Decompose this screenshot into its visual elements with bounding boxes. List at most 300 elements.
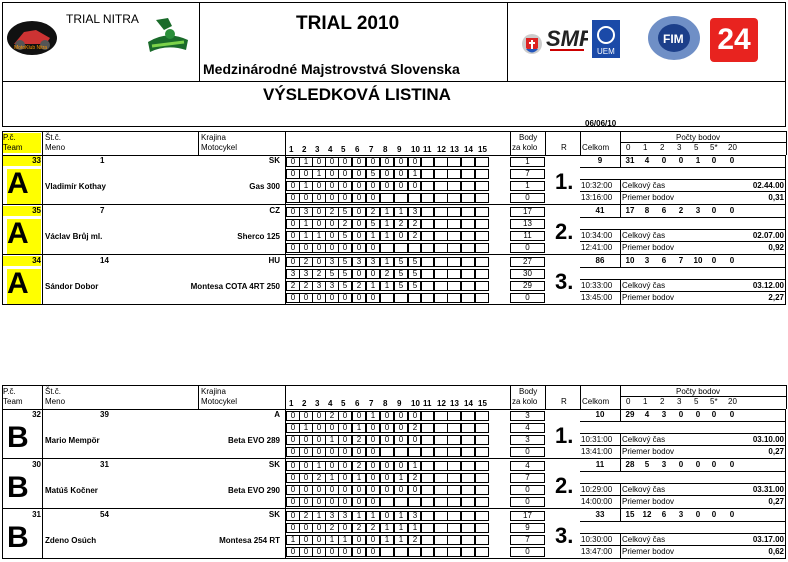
section-score: 0 (312, 547, 326, 557)
pocty-col-1: 1 (643, 397, 648, 406)
section-score (461, 257, 475, 267)
section-score: 0 (312, 485, 326, 495)
section-header-15: 15 (478, 399, 487, 408)
section-score: 1 (312, 169, 326, 179)
section-score (380, 193, 394, 203)
point-count: 10 (625, 256, 635, 265)
time-divider (620, 483, 621, 509)
section-score: 0 (299, 193, 313, 203)
section-score: 1 (366, 411, 380, 421)
section-score (461, 193, 475, 203)
round-points: 27 (510, 257, 545, 267)
section-score (380, 497, 394, 507)
time-divider (620, 533, 621, 559)
section-score (394, 293, 408, 303)
section-score: 0 (325, 447, 339, 457)
section-score (447, 411, 461, 421)
motoklub-logo-text: MotoKlub Nitra (14, 45, 48, 51)
header-vline (2, 131, 3, 155)
section-score (461, 157, 475, 167)
section-score: 0 (352, 293, 366, 303)
section-score: 0 (380, 473, 394, 483)
col-za-kolo: za kolo (512, 397, 538, 406)
round-points: 1 (510, 181, 545, 191)
rider-total-time: 03.31.00 (752, 485, 784, 494)
section-score (434, 435, 448, 445)
section-score: 0 (352, 193, 366, 203)
round-points: 0 (510, 293, 545, 303)
point-count: 0 (729, 510, 735, 519)
section-score (420, 447, 434, 457)
rider-total-time: 02.44.00 (752, 181, 784, 190)
section-score: 0 (352, 243, 366, 253)
header-vline (285, 385, 286, 409)
rider-name: Matúš Kočner (45, 486, 98, 495)
rider-start-number: 7 (100, 206, 105, 215)
round-points: 3 (510, 435, 545, 445)
section-score: 0 (366, 193, 380, 203)
section-score: 1 (338, 535, 352, 545)
section-score: 1 (366, 231, 380, 241)
section-score (394, 547, 408, 557)
section-score (394, 447, 408, 457)
header-vline (580, 131, 581, 155)
point-count: 12 (642, 510, 652, 519)
section-score (475, 547, 489, 557)
section-score: 2 (325, 411, 339, 421)
section-score: 5 (366, 169, 380, 179)
section-score (434, 281, 448, 291)
section-score (475, 207, 489, 217)
section-header-5: 5 (341, 399, 346, 408)
count-line (580, 471, 786, 472)
section-header-10: 10 (411, 145, 420, 154)
point-count: 6 (661, 510, 667, 519)
section-score (461, 411, 475, 421)
svg-text:SMF: SMF (546, 26, 588, 51)
section-score (420, 169, 434, 179)
section-score: 5 (394, 257, 408, 267)
rider-place: 1. (555, 423, 574, 448)
rider-total-time: 03.12.00 (752, 281, 784, 290)
point-count: 7 (678, 256, 684, 265)
section-score (434, 511, 448, 521)
section-score: 2 (325, 207, 339, 217)
celkovy-cas-label: Celkový čas (622, 181, 666, 190)
section-score (475, 535, 489, 545)
section-score: 0 (338, 497, 352, 507)
section-score: 3 (286, 269, 300, 279)
section-score (434, 411, 448, 421)
header-vline (786, 385, 787, 409)
section-score (447, 435, 461, 445)
section-score: 5 (366, 219, 380, 229)
time-line (580, 241, 786, 242)
team-letter: B (7, 471, 29, 504)
round-points: 17 (510, 511, 545, 521)
section-score (447, 447, 461, 457)
rider-place: 1. (555, 169, 574, 194)
rider-total: 9 (597, 156, 603, 165)
section-score (447, 535, 461, 545)
section-score: 0 (394, 485, 408, 495)
section-score (447, 547, 461, 557)
pocty-col-5: 5* (710, 143, 718, 152)
section-score (461, 269, 475, 279)
section-score (447, 497, 461, 507)
section-header-6: 6 (355, 145, 360, 154)
section-score (475, 281, 489, 291)
rider-total: 41 (595, 206, 605, 215)
section-score: 1 (312, 461, 326, 471)
header-vline (42, 131, 43, 155)
section-score: 0 (394, 169, 408, 179)
section-score (447, 485, 461, 495)
point-count: 3 (661, 460, 667, 469)
section-score: 1 (394, 207, 408, 217)
section-score (420, 497, 434, 507)
section-score: 0 (286, 447, 300, 457)
section-score: 0 (338, 193, 352, 203)
section-score (434, 461, 448, 471)
point-count: 0 (711, 510, 717, 519)
rider-place: 3. (555, 523, 574, 548)
rider-total: 33 (595, 510, 605, 519)
section-score (420, 269, 434, 279)
section-score (394, 193, 408, 203)
team-letter: B (7, 521, 29, 554)
col-pocty-bodov: Počty bodov (676, 387, 721, 396)
pocty-col-0: 0 (626, 143, 631, 152)
section-score (447, 523, 461, 533)
start-time: 10:34:00 (581, 231, 613, 240)
rider-poradie: 31 (32, 510, 41, 519)
section-score (447, 157, 461, 167)
section-score (434, 157, 448, 167)
section-score: 1 (352, 473, 366, 483)
count-divider (620, 155, 621, 167)
doc-title: VÝSLEDKOVÁ LISTINA (263, 85, 451, 104)
section-score (420, 219, 434, 229)
section-score: 0 (312, 219, 326, 229)
section-score (447, 281, 461, 291)
section-score (434, 547, 448, 557)
rider-name: Václav Brůj ml. (45, 232, 103, 241)
section-score: 0 (380, 411, 394, 421)
count-divider (620, 205, 621, 217)
section-score (461, 461, 475, 471)
section-score: 0 (366, 497, 380, 507)
section-score (461, 219, 475, 229)
section-score: 0 (352, 485, 366, 495)
section-score (434, 485, 448, 495)
section-score: 0 (286, 231, 300, 241)
team-letter: A (7, 219, 41, 254)
section-score: 0 (325, 293, 339, 303)
section-score: 0 (286, 423, 300, 433)
rider-poradie: 35 (3, 206, 41, 216)
section-score (420, 157, 434, 167)
col-start: Št.č. (45, 133, 62, 142)
section-score (394, 497, 408, 507)
section-score: 0 (325, 243, 339, 253)
section-score (434, 473, 448, 483)
rider-country: HU (268, 256, 280, 265)
point-count: 8 (644, 206, 650, 215)
point-count: 0 (729, 206, 735, 215)
section-score: 2 (338, 219, 352, 229)
rider-total: 10 (595, 410, 605, 419)
point-count: 6 (661, 206, 667, 215)
time-line (580, 229, 786, 230)
rider-total: 11 (595, 460, 605, 469)
section-score (434, 219, 448, 229)
section-score: 0 (394, 411, 408, 421)
section-score (420, 243, 434, 253)
section-score: 0 (325, 547, 339, 557)
event-title: TRIAL 2010 (296, 13, 400, 34)
section-score: 0 (408, 157, 422, 167)
section-score: 0 (286, 523, 300, 533)
header-top-line (2, 131, 786, 132)
round-points: 0 (510, 243, 545, 253)
rider-block-divider (42, 509, 43, 559)
point-count: 5 (644, 460, 650, 469)
rider-block-divider (42, 205, 43, 255)
section-score: 3 (338, 511, 352, 521)
point-count: 0 (729, 256, 735, 265)
section-score: 3 (325, 281, 339, 291)
finish-time: 13:45:00 (581, 293, 613, 302)
section-score: 0 (352, 157, 366, 167)
section-score (475, 269, 489, 279)
section-score: 0 (325, 461, 339, 471)
section-score: 2 (366, 523, 380, 533)
round-points: 1 (510, 157, 545, 167)
rider-country: CZ (269, 206, 280, 215)
col-start: Št.č. (45, 387, 62, 396)
section-score (420, 257, 434, 267)
section-header-3: 3 (315, 145, 320, 154)
col-pocty-bodov: Počty bodov (676, 133, 721, 142)
section-score: 1 (286, 535, 300, 545)
pocty-col-3: 3 (677, 143, 682, 152)
section-score: 0 (299, 535, 313, 545)
section-score (420, 485, 434, 495)
point-count: 0 (695, 510, 701, 519)
section-score: 0 (352, 535, 366, 545)
rider-block-divider (42, 255, 43, 305)
section-score (475, 293, 489, 303)
section-score (420, 207, 434, 217)
section-header-12: 12 (437, 145, 446, 154)
section-score: 0 (325, 423, 339, 433)
fim-logo (646, 14, 702, 62)
col-poradie: P.č. (3, 133, 41, 143)
section-score: 0 (366, 461, 380, 471)
point-count: 0 (711, 410, 717, 419)
header-vline (510, 131, 511, 155)
rider-average: 0,31 (768, 193, 784, 202)
point-count: 0 (711, 206, 717, 215)
time-line (580, 533, 786, 534)
section-score: 2 (312, 269, 326, 279)
section-score: 0 (286, 193, 300, 203)
section-score (475, 257, 489, 267)
section-score: 2 (286, 281, 300, 291)
section-score: 0 (366, 293, 380, 303)
section-score (420, 435, 434, 445)
section-score: 0 (312, 523, 326, 533)
section-score (475, 219, 489, 229)
section-score (447, 231, 461, 241)
section-score: 1 (408, 523, 422, 533)
rider-place: 3. (555, 269, 574, 294)
point-count: 28 (625, 460, 635, 469)
rider-block-divider (42, 155, 43, 205)
rider-country: SK (268, 510, 280, 519)
section-score (434, 181, 448, 191)
section-score (461, 535, 475, 545)
section-score: 0 (312, 207, 326, 217)
section-score: 0 (286, 157, 300, 167)
time-divider (620, 179, 621, 205)
section-score: 2 (299, 511, 313, 521)
section-header-8: 8 (383, 399, 388, 408)
section-score (461, 511, 475, 521)
section-score: 1 (408, 169, 422, 179)
count-divider (620, 459, 621, 471)
section-score: 1 (380, 535, 394, 545)
section-score: 0 (380, 169, 394, 179)
header-vline (2, 385, 3, 409)
finish-time: 13:47:00 (581, 547, 613, 556)
section-score: 0 (312, 423, 326, 433)
time-line (580, 433, 786, 434)
celkovy-cas-label: Celkový čas (622, 435, 666, 444)
section-score: 0 (312, 181, 326, 191)
col-body: Body (519, 387, 538, 396)
rider-total-time: 03.10.00 (752, 435, 784, 444)
point-count: 3 (678, 510, 684, 519)
rider-start-number: 14 (100, 256, 109, 265)
finish-time: 14:00:00 (581, 497, 613, 506)
time-line (580, 279, 786, 280)
section-score: 1 (380, 207, 394, 217)
section-score (434, 193, 448, 203)
section-score: 0 (286, 181, 300, 191)
section-score: 0 (338, 423, 352, 433)
section-score (475, 157, 489, 167)
section-score: 1 (325, 435, 339, 445)
time-line (580, 545, 786, 546)
section-score: 0 (366, 447, 380, 457)
point-count: 0 (661, 156, 667, 165)
priemer-bodov-label: Priemer bodov (622, 193, 675, 202)
section-header-3: 3 (315, 399, 320, 408)
section-score: 5 (408, 281, 422, 291)
section-score: 0 (286, 207, 300, 217)
section-score: 0 (394, 231, 408, 241)
section-score: 0 (312, 435, 326, 445)
rider-poradie: 34 (3, 256, 41, 266)
round-points: 7 (510, 169, 545, 179)
col-celkom: Celkom (582, 143, 610, 152)
section-score (475, 435, 489, 445)
section-score (434, 169, 448, 179)
section-score (420, 473, 434, 483)
section-score: 2 (408, 423, 422, 433)
section-score: 0 (299, 169, 313, 179)
section-header-2: 2 (302, 399, 307, 408)
section-score: 3 (325, 257, 339, 267)
team-letter: B (7, 421, 29, 454)
round-points: 0 (510, 193, 545, 203)
section-score: 1 (352, 423, 366, 433)
section-header-1: 1 (289, 145, 294, 154)
section-header-7: 7 (369, 399, 374, 408)
section-score: 0 (366, 423, 380, 433)
tv24-logo-text: 24 (717, 23, 751, 56)
pocty-col-6: 20 (728, 143, 737, 152)
section-score (434, 523, 448, 533)
section-score (461, 485, 475, 495)
section-score (461, 207, 475, 217)
section-score (434, 447, 448, 457)
count-line (580, 267, 786, 268)
count-line (580, 167, 786, 168)
event-subtitle: Medzinárodné Majstrovstvá Slovenska (203, 61, 460, 77)
section-score: 1 (394, 523, 408, 533)
section-score: 0 (312, 535, 326, 545)
section-score: 5 (408, 269, 422, 279)
rider-start-number: 1 (100, 156, 105, 165)
section-score: 2 (352, 435, 366, 445)
section-score: 0 (286, 435, 300, 445)
section-score (447, 293, 461, 303)
section-score: 5 (338, 269, 352, 279)
section-score: 0 (299, 523, 313, 533)
section-score: 0 (380, 485, 394, 495)
section-score (434, 231, 448, 241)
rider-place: 2. (555, 473, 574, 498)
section-score: 1 (408, 461, 422, 471)
rider-name: Vladimír Kothay (45, 182, 106, 191)
section-score: 0 (325, 181, 339, 191)
section-score: 0 (286, 293, 300, 303)
rider-country: SK (268, 156, 280, 165)
section-score: 0 (286, 511, 300, 521)
pocty-col-4: 5 (694, 143, 699, 152)
section-score (475, 231, 489, 241)
finish-time: 13:16:00 (581, 193, 613, 202)
time-divider (620, 433, 621, 459)
section-score: 0 (286, 219, 300, 229)
col-krajina: Krajina (201, 387, 226, 396)
section-score: 0 (408, 411, 422, 421)
section-score (380, 293, 394, 303)
point-count: 0 (678, 156, 684, 165)
section-score (475, 193, 489, 203)
section-score: 0 (299, 447, 313, 457)
section-score (434, 207, 448, 217)
rider-start-number: 54 (100, 510, 109, 519)
section-score: 5 (338, 257, 352, 267)
section-score: 2 (408, 231, 422, 241)
section-score: 1 (299, 181, 313, 191)
section-score: 0 (366, 435, 380, 445)
section-score (447, 169, 461, 179)
